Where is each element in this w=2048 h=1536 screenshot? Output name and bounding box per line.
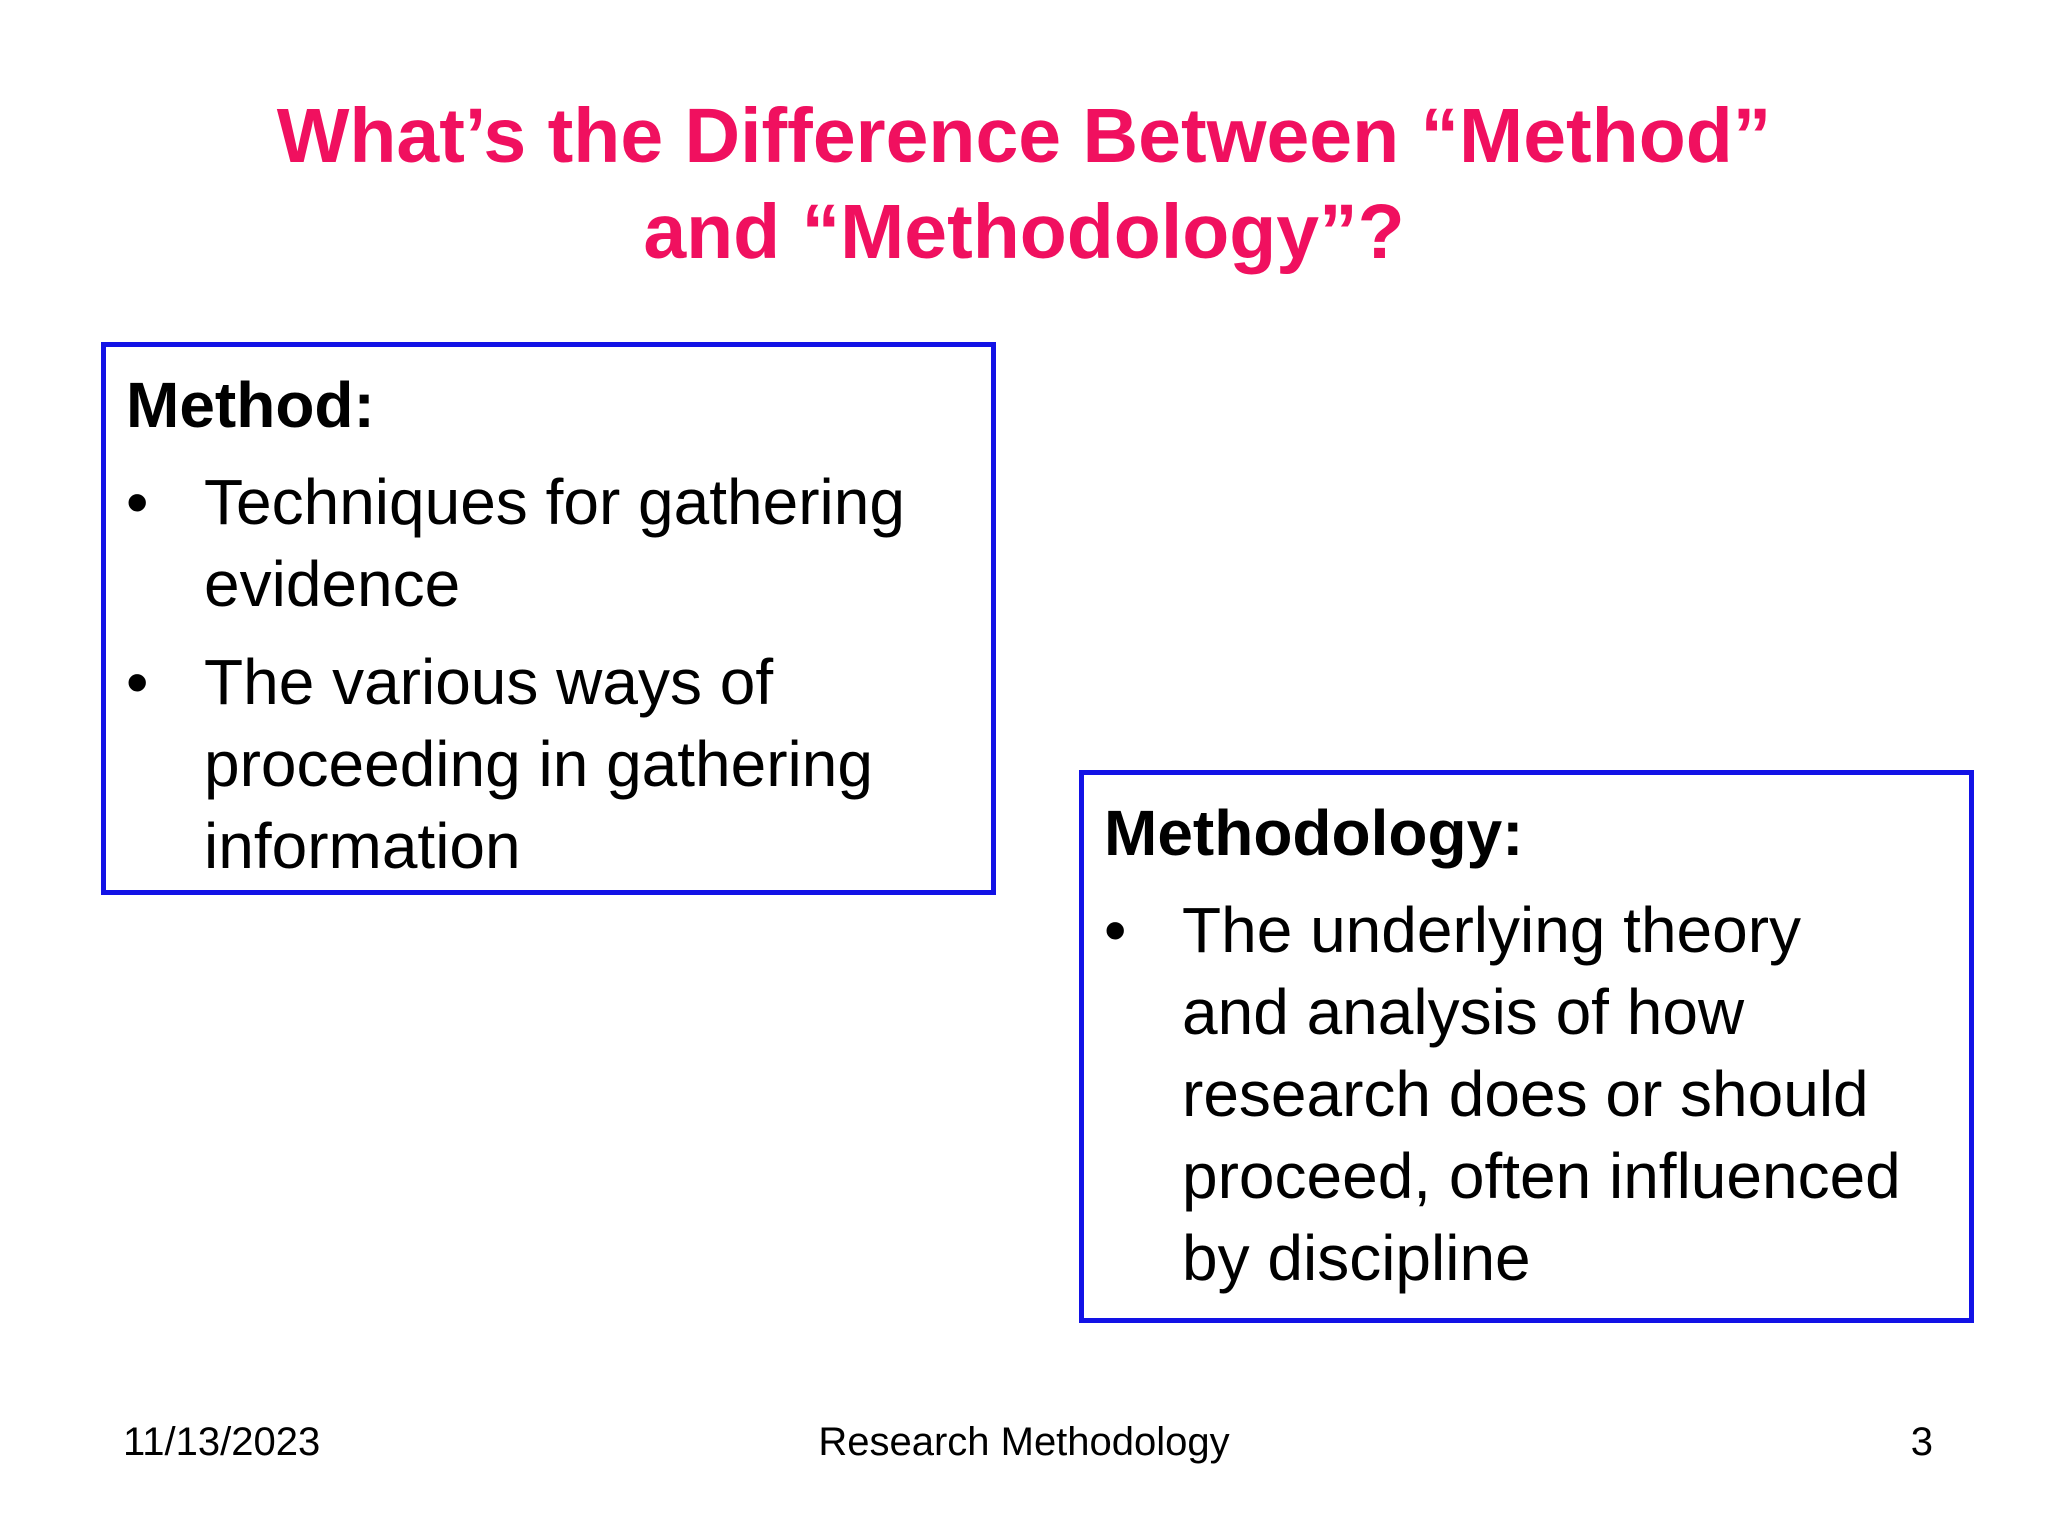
method-bullet-1 xyxy=(126,461,991,625)
methodology-heading: Methodology: xyxy=(1104,797,1524,869)
methodology-bullet-1 xyxy=(1104,889,1969,1299)
method-box xyxy=(101,342,996,895)
method-bullet-2-text: The various ways of proceeding in gathering information xyxy=(204,646,873,882)
footer-page-number: 3 xyxy=(1910,1420,1933,1464)
bullet-marker: • xyxy=(1104,894,1127,966)
footer-date: 11/13/2023 xyxy=(123,1420,321,1464)
slide-title-line-1: What’s the Difference Between “Method” xyxy=(276,93,1772,179)
methodology-bullet-1-text: The underlying theory and analysis of how research does or should proceed, often influenced by discipline xyxy=(1182,894,1901,1294)
methodology-bullet-list xyxy=(1104,889,1969,1299)
methodology-box xyxy=(1079,770,1974,1323)
bullet-marker: • xyxy=(126,646,149,718)
method-bullet-list xyxy=(126,461,991,887)
method-bullet-2 xyxy=(126,641,991,887)
method-heading: Method: xyxy=(126,369,375,441)
footer-title: Research Methodology xyxy=(818,1420,1230,1464)
slide-title-line-2: and “Methodology”? xyxy=(643,189,1405,275)
bullet-marker: • xyxy=(126,466,149,538)
slide-title xyxy=(0,88,2048,280)
method-bullet-1-text: Techniques for gathering evidence xyxy=(204,466,905,620)
